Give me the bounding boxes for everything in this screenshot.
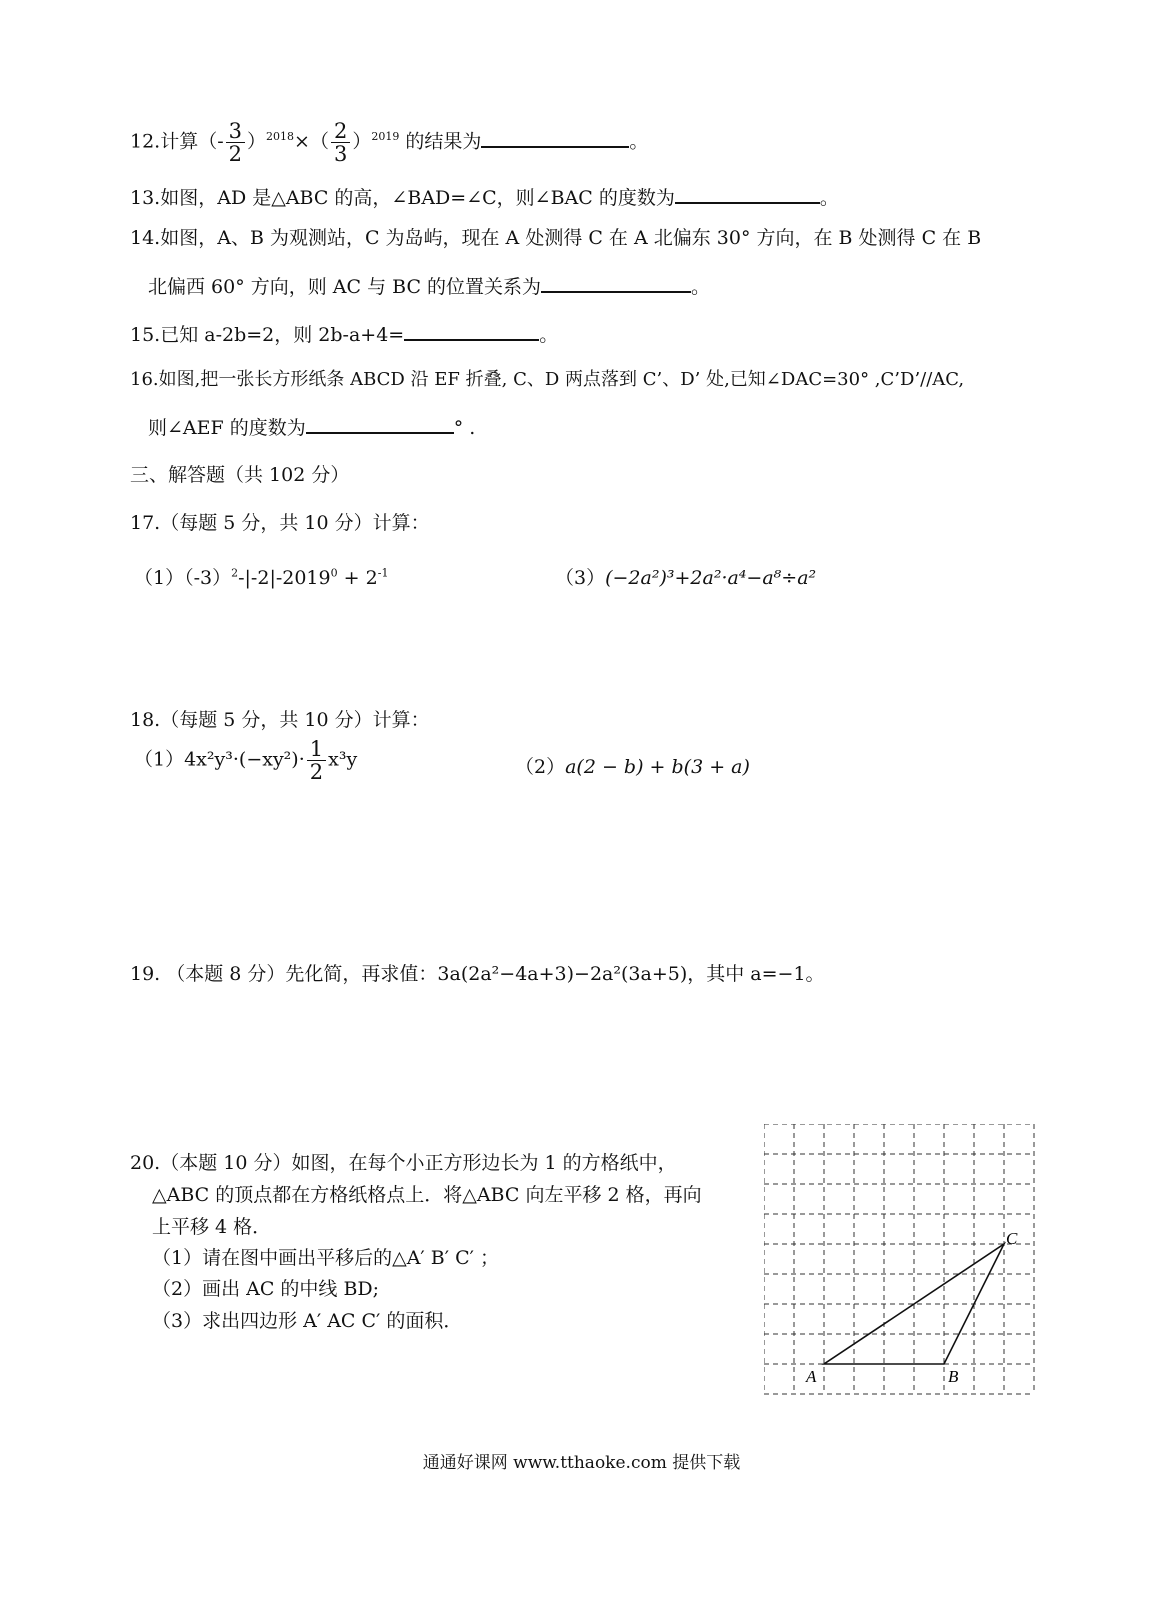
q20-sub1: （1）请在图中画出平移后的△A′ B′ C′ ； xyxy=(152,1247,499,1269)
q12-frac2-numerator: 2 xyxy=(331,120,350,143)
q12-answer-blank[interactable] xyxy=(481,128,629,148)
question-18-header xyxy=(130,705,430,732)
q17-p3-label: （3） xyxy=(555,567,606,589)
q17-p1-sup-0: 0 xyxy=(330,566,338,580)
q16-line1: 16.如图,把一张长方形纸条 ABCD 沿 EF 折叠, C、D 两点落到 C’、D’ 处,已知∠DAC=30° ,C’D’//AC, xyxy=(130,369,965,390)
q12-frac2-denominator: 3 xyxy=(333,142,348,167)
q13-text: 13.如图，AD 是△ABC 的高，∠BAD=∠C，则∠BAC 的度数为 xyxy=(130,187,675,209)
q12-end: 。 xyxy=(629,130,649,153)
label-c: C xyxy=(1006,1229,1018,1248)
question-20-sub-1 xyxy=(152,1243,499,1270)
q17-p1-expr: （-3） xyxy=(184,567,232,589)
question-13 xyxy=(130,183,839,210)
q17-p1-sup-neg1: -1 xyxy=(377,566,389,580)
q12-exponent-1: 2018 xyxy=(266,130,295,144)
question-17-header xyxy=(130,508,430,535)
q17-part-3 xyxy=(555,563,816,590)
q18-p2-expr: a(2 − b) + b(3 + a) xyxy=(565,756,750,778)
q13-answer-blank[interactable] xyxy=(675,184,820,204)
q12-frac1-numerator: 3 xyxy=(226,120,245,143)
q14-line1: 14.如图，A、B 为观测站，C 为岛屿，现在 A 处测得 C 在 A 北偏东 30° 方向，在 B 处测得 C 在 B xyxy=(130,227,982,249)
q18-p1-a: 4x²y³·(−xy²)· xyxy=(184,748,305,771)
q19-text: 19. （本题 8 分）先化简，再求值：3a(2a²−4a+3)−2a²(3a+5)，其中 a=−1。 xyxy=(130,963,825,985)
section-3-heading xyxy=(130,460,349,487)
q17-part-1 xyxy=(134,563,388,590)
q17-p3-expr: (−2a²)³+2a²·a⁴−a⁸÷a² xyxy=(605,567,817,589)
footer-text: 通通好课网 www.tthaoke.com 提供下载 xyxy=(422,1453,741,1473)
q18-frac-denominator: 2 xyxy=(309,760,324,785)
label-b: B xyxy=(948,1367,959,1386)
question-20-line-3 xyxy=(152,1212,271,1239)
q18-header: 18.（每题 5 分，共 10 分）计算： xyxy=(130,709,430,731)
q16-line2: 则∠AEF 的度数为 xyxy=(148,417,306,439)
q20-sub3: （3）求出四边形 A′ AC C′ 的面积． xyxy=(152,1310,463,1332)
section3-text: 三、解答题（共 102 分） xyxy=(130,464,350,486)
q17-p1-sup-2: 2 xyxy=(231,566,239,580)
question-20-sub-3 xyxy=(152,1306,462,1333)
q18-p1-b: x³y xyxy=(328,748,358,771)
q15-end: 。 xyxy=(539,324,559,346)
q17-p1-tail: + 2 xyxy=(343,567,378,589)
footer xyxy=(0,1448,1163,1473)
q18-p2-label: （2） xyxy=(515,756,566,778)
q12-fraction-2 xyxy=(331,120,350,165)
question-14-line-1 xyxy=(130,223,981,250)
q12-number: 12. xyxy=(130,130,161,153)
q16-end: ° . xyxy=(453,417,476,439)
q18-part-1 xyxy=(134,738,357,783)
question-16-line-1 xyxy=(130,365,964,391)
q17-p1-label: （1） xyxy=(134,567,185,589)
q20-line2: △ABC 的顶点都在方格纸格点上．将△ABC 向左平移 2 格，再向 xyxy=(152,1184,702,1206)
q12-suffix: 的结果为 xyxy=(405,130,482,153)
q12-frac1-denominator: 2 xyxy=(228,142,243,167)
grid-figure xyxy=(764,1124,1036,1396)
q12-prefix: 计算（- xyxy=(160,130,224,153)
q13-end: 。 xyxy=(819,187,839,209)
question-20-sub-2 xyxy=(152,1274,379,1301)
question-20-line-2 xyxy=(152,1180,702,1207)
q17-header: 17.（每题 5 分，共 10 分）计算： xyxy=(130,512,430,534)
q15-answer-blank[interactable] xyxy=(404,321,539,341)
question-14-line-2 xyxy=(148,272,710,299)
q20-line1: 20.（本题 10 分）如图，在每个小正方形边长为 1 的方格纸中， xyxy=(130,1152,677,1174)
q17-p1-rest: -|-2|-2019 xyxy=(238,567,331,589)
q14-line2: 北偏西 60° 方向，则 AC 与 BC 的位置关系为 xyxy=(148,276,542,298)
q18-p1-label: （1） xyxy=(134,748,185,771)
question-12: 12.计算（- $\frac{3}{2}$ ）$^{2018}$×（ $\frac{2}{3}$ ）$^{2019}$ 的结果为 。 xyxy=(130,119,649,167)
grid-lines xyxy=(764,1124,1034,1394)
q14-end: 。 xyxy=(691,276,711,298)
q20-line3: 上平移 4 格． xyxy=(152,1216,272,1238)
q20-sub2: （2）画出 AC 的中线 BD; xyxy=(152,1278,380,1300)
q15-text: 15.已知 a-2b=2，则 2b-a+4= xyxy=(130,324,405,346)
q14-answer-blank[interactable] xyxy=(541,273,691,293)
q18-p1-fraction xyxy=(307,738,326,783)
question-16-line-2 xyxy=(148,413,475,440)
label-a: A xyxy=(806,1367,817,1386)
question-19 xyxy=(130,959,825,986)
q12-exponent-2: 2019 xyxy=(371,130,400,144)
q18-frac-numerator: 1 xyxy=(307,738,326,761)
q18-part-2 xyxy=(515,752,750,779)
question-20-line-1 xyxy=(130,1148,677,1175)
question-15 xyxy=(130,320,558,347)
q16-answer-blank[interactable] xyxy=(306,414,454,434)
q12-fraction-1 xyxy=(226,120,245,165)
q12-times: ×（ xyxy=(294,130,329,153)
